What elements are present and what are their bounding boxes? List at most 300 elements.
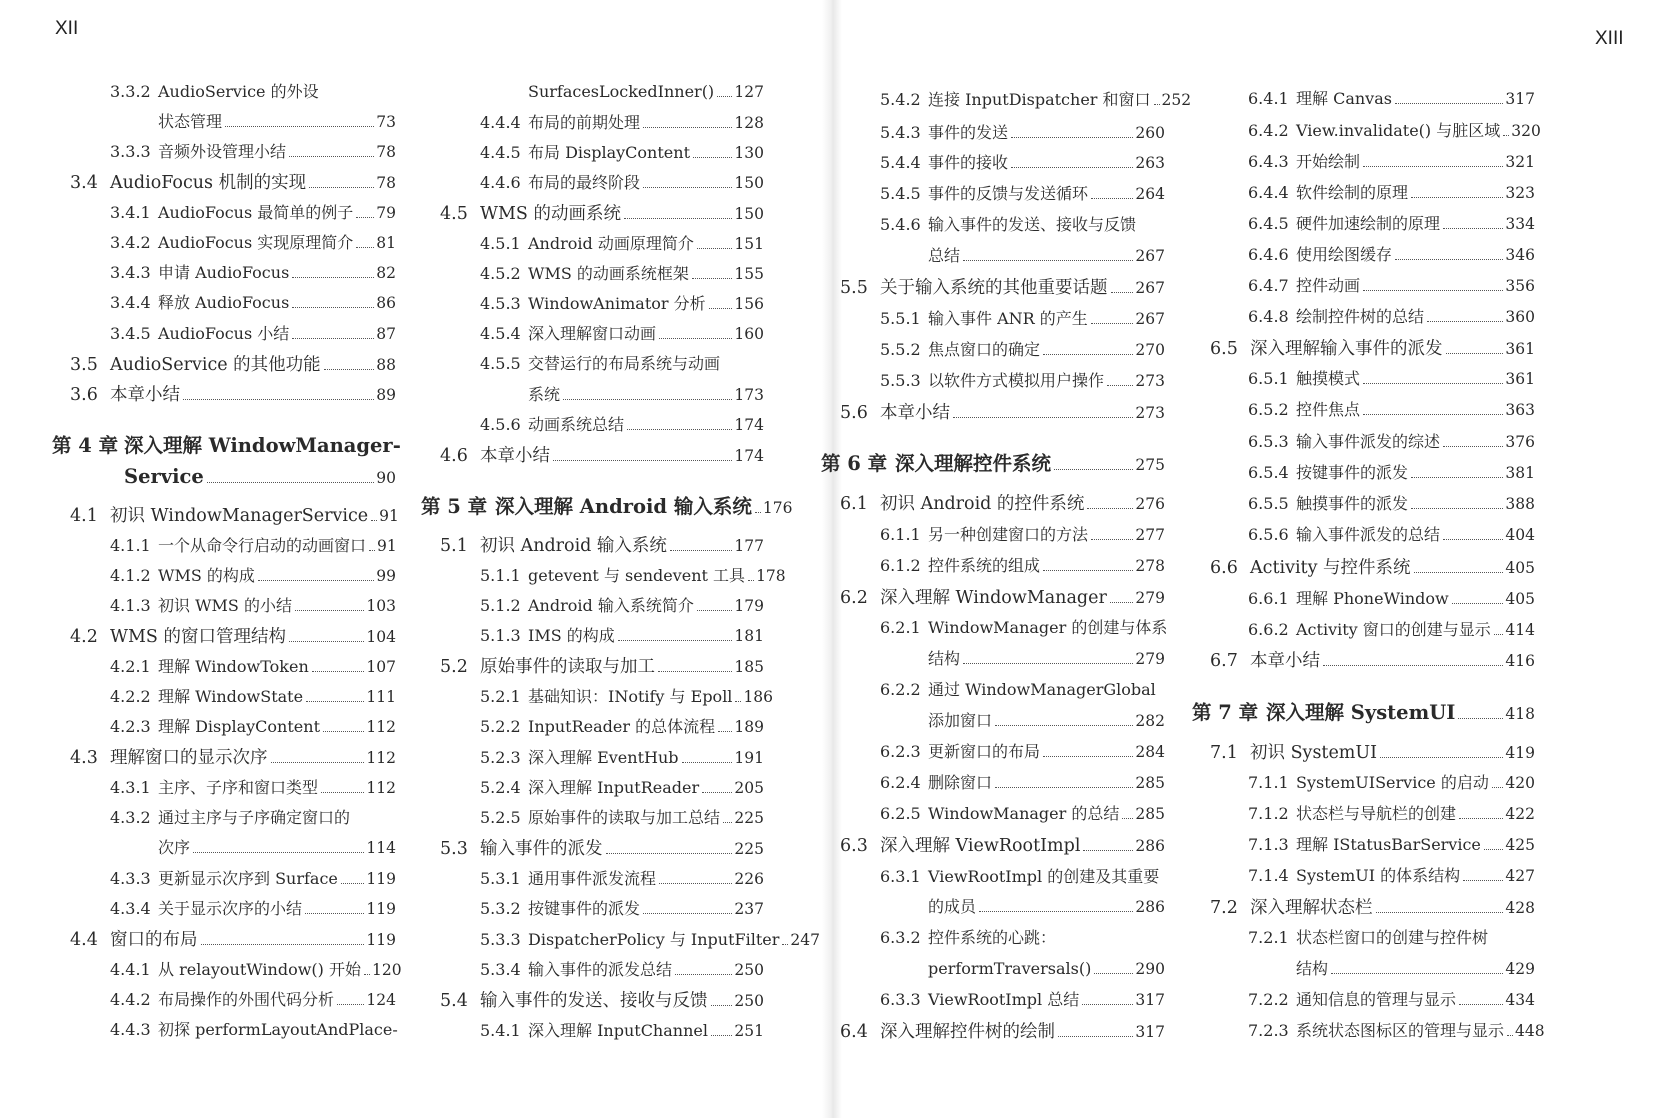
dot-leader bbox=[995, 787, 1133, 788]
toc-entry-title: 输入事件的派发总结 bbox=[528, 960, 673, 979]
toc-entry-page: 434 bbox=[1505, 991, 1535, 1009]
dot-leader bbox=[1043, 756, 1133, 757]
toc-entry-number: 4.1.1 bbox=[110, 536, 151, 555]
toc-entry-title: 布局 DisplayContent bbox=[528, 143, 690, 162]
toc-entry bbox=[110, 596, 396, 616]
toc-entry-title: 深入理解 InputChannel bbox=[528, 1021, 708, 1040]
toc-entry-page: 381 bbox=[1505, 464, 1535, 482]
dot-leader bbox=[697, 248, 733, 249]
toc-entry-page: 150 bbox=[734, 205, 764, 223]
toc-entry bbox=[440, 657, 764, 677]
dot-leader bbox=[963, 260, 1133, 261]
toc-entry-number: 5.5 bbox=[840, 278, 868, 298]
toc-entry-page: 120 bbox=[372, 961, 402, 979]
toc-entry bbox=[880, 867, 1165, 887]
toc-entry bbox=[1248, 804, 1535, 824]
toc-entry-number: 7.1 bbox=[1210, 743, 1238, 763]
toc-entry bbox=[110, 112, 396, 132]
dot-leader bbox=[1459, 1004, 1503, 1005]
toc-entry bbox=[1210, 898, 1535, 918]
toc-entry-page: 425 bbox=[1505, 836, 1535, 854]
toc-entry-title: IMS 的构成 bbox=[528, 626, 615, 645]
toc-entry-title: 更新显示次序到 Surface bbox=[158, 869, 338, 888]
toc-entry-title: 理解 IStatusBarService bbox=[1296, 835, 1481, 854]
toc-entry-title: WindowManager 的创建与体系 bbox=[928, 618, 1168, 637]
toc-entry-number: 5.4.6 bbox=[880, 215, 921, 234]
toc-entry-title: 初识 Android 输入系统 bbox=[480, 536, 667, 556]
toc-entry bbox=[480, 687, 774, 707]
toc-entry bbox=[480, 1021, 764, 1041]
toc-entry-title: 申请 AudioFocus bbox=[158, 263, 290, 282]
toc-entry bbox=[840, 278, 1165, 298]
toc-entry bbox=[880, 897, 1165, 917]
toc-entry bbox=[880, 184, 1165, 204]
toc-entry bbox=[1248, 494, 1535, 514]
toc-entry bbox=[1210, 558, 1535, 578]
toc-entry-title: 输入事件的发送、接收与反馈 bbox=[928, 215, 1137, 234]
dot-leader bbox=[258, 580, 374, 581]
toc-entry-number: 5.1.1 bbox=[480, 566, 521, 585]
toc-entry-page: 323 bbox=[1505, 184, 1535, 202]
toc-entry-number: 6.6.1 bbox=[1248, 589, 1289, 608]
toc-entry-number: 3.3.2 bbox=[110, 82, 151, 101]
toc-entry-title: 通过主序与子序确定窗口的 bbox=[158, 808, 351, 827]
toc-entry-title: 结构 bbox=[1296, 959, 1329, 978]
dot-leader bbox=[702, 792, 732, 793]
toc-entry bbox=[480, 748, 764, 768]
dot-leader bbox=[717, 96, 732, 97]
dot-leader bbox=[1484, 849, 1504, 850]
toc-entry-title: 开始绘制 bbox=[1296, 152, 1361, 171]
toc-entry-page: 176 bbox=[762, 499, 793, 517]
toc-entry-title: Android 动画原理简介 bbox=[528, 234, 694, 253]
dot-leader bbox=[364, 974, 370, 975]
toc-entry-title: Android 输入系统简介 bbox=[528, 596, 694, 615]
toc-entry-title: 一个从命令行启动的动画窗口 bbox=[158, 536, 367, 555]
toc-entry-number: 6.4.4 bbox=[1248, 183, 1289, 202]
dot-leader bbox=[718, 731, 732, 732]
toc-entry-page: 177 bbox=[734, 537, 764, 555]
toc-entry-page: 250 bbox=[734, 961, 764, 979]
toc-entry-page: 260 bbox=[1135, 124, 1165, 142]
toc-entry-title: 按键事件的派发 bbox=[1296, 463, 1409, 482]
toc-entry bbox=[1248, 928, 1535, 948]
dot-leader bbox=[324, 369, 375, 370]
toc-entry-title: 深入理解控件系统 bbox=[895, 452, 1052, 475]
toc-entry bbox=[480, 113, 764, 133]
toc-entry-number: 第 7 章 bbox=[1192, 701, 1259, 724]
toc-entry bbox=[880, 309, 1165, 329]
toc-entry-number: 4.5.3 bbox=[480, 294, 521, 313]
toc-entry bbox=[480, 960, 764, 980]
dot-leader bbox=[271, 762, 365, 763]
toc-entry-page: 99 bbox=[376, 567, 396, 585]
toc-entry bbox=[880, 804, 1165, 824]
toc-entry-number: 4.4.4 bbox=[480, 113, 521, 132]
toc-entry-page: 150 bbox=[734, 174, 764, 192]
toc-entry-title: 删除窗口 bbox=[928, 773, 993, 792]
dot-leader bbox=[201, 944, 365, 945]
toc-entry-number: 3.5 bbox=[70, 355, 98, 375]
toc-entry bbox=[880, 215, 1165, 235]
toc-entry-number: 5.2 bbox=[440, 657, 468, 677]
dot-leader bbox=[1452, 603, 1504, 604]
toc-entry-page: 427 bbox=[1505, 867, 1535, 885]
toc-entry-number: 5.4 bbox=[440, 991, 468, 1011]
dot-leader bbox=[207, 482, 374, 483]
toc-entry-page: 81 bbox=[376, 234, 396, 252]
toc-entry-page: 112 bbox=[366, 779, 396, 797]
dot-leader bbox=[963, 663, 1133, 664]
toc-entry bbox=[1210, 339, 1535, 359]
toc-entry-page: 237 bbox=[734, 900, 764, 918]
toc-entry-page: 321 bbox=[1505, 153, 1535, 171]
toc-entry-title: 深入理解 Android 输入系统 bbox=[495, 495, 752, 518]
dot-leader bbox=[323, 731, 364, 732]
toc-entry bbox=[880, 680, 1165, 700]
toc-entry-page: 317 bbox=[1135, 1023, 1165, 1041]
toc-entry-page: 252 bbox=[1161, 91, 1192, 109]
toc-entry-page: 130 bbox=[734, 144, 764, 162]
dot-leader bbox=[709, 308, 733, 309]
toc-entry-page: 179 bbox=[734, 597, 764, 615]
toc-entry-title: 从 relayoutWindow() 开始 bbox=[158, 960, 361, 979]
dot-leader bbox=[225, 126, 374, 127]
toc-entry bbox=[480, 354, 764, 374]
toc-entry bbox=[821, 454, 1165, 475]
toc-entry-number: 6.4.3 bbox=[1248, 152, 1289, 171]
toc-entry-number: 5.3 bbox=[440, 839, 468, 859]
toc-entry-title: 以软件方式模拟用户操作 bbox=[928, 371, 1105, 390]
toc-entry bbox=[110, 142, 396, 162]
dot-leader bbox=[292, 338, 374, 339]
dot-leader bbox=[1107, 385, 1133, 386]
toc-entry-title: 事件的接收 bbox=[928, 153, 1009, 172]
toc-entry bbox=[440, 839, 764, 859]
toc-entry bbox=[110, 324, 396, 344]
toc-entry-number: 7.2.2 bbox=[1248, 990, 1289, 1009]
dot-leader bbox=[292, 307, 374, 308]
toc-entry-number: 5.4.3 bbox=[880, 123, 921, 142]
toc-entry-number: 6.2.4 bbox=[880, 773, 921, 792]
dot-leader bbox=[979, 911, 1133, 912]
toc-entry-page: 284 bbox=[1135, 743, 1165, 761]
toc-entry-page: 404 bbox=[1505, 526, 1535, 544]
toc-entry-number: 5.3.2 bbox=[480, 899, 521, 918]
toc-entry bbox=[440, 446, 764, 466]
toc-entry-title: 添加窗口 bbox=[928, 711, 993, 730]
dot-leader bbox=[371, 520, 377, 521]
page-number-right: XIII bbox=[1595, 28, 1624, 49]
toc-entry-number: 5.5.2 bbox=[880, 340, 921, 359]
toc-entry-title: 布局操作的外围代码分析 bbox=[158, 990, 335, 1009]
dot-leader bbox=[723, 822, 732, 823]
dot-leader bbox=[1043, 354, 1133, 355]
toc-entry-page: 104 bbox=[366, 628, 396, 646]
toc-entry-page: 119 bbox=[366, 900, 396, 918]
dot-leader bbox=[1054, 469, 1133, 470]
toc-entry-number: 5.2.4 bbox=[480, 778, 521, 797]
dot-leader bbox=[1122, 818, 1133, 819]
toc-entry-number: 4.5.6 bbox=[480, 415, 521, 434]
toc-entry-title: WMS 的窗口管理结构 bbox=[110, 627, 286, 647]
toc-entry bbox=[1248, 959, 1535, 979]
toc-entry bbox=[480, 173, 764, 193]
toc-entry bbox=[1248, 589, 1535, 609]
toc-entry-number: 4.2 bbox=[70, 627, 98, 647]
toc-entry-title: 动画系统总结 bbox=[528, 415, 625, 434]
toc-entry-page: 356 bbox=[1505, 277, 1535, 295]
toc-entry-number: 6.4 bbox=[840, 1022, 868, 1042]
toc-entry-number: 4.2.2 bbox=[110, 687, 151, 706]
toc-entry bbox=[880, 928, 1165, 948]
toc-entry-page: 91 bbox=[379, 507, 399, 525]
toc-entry-title: getevent 与 sendevent 工具 bbox=[528, 566, 746, 585]
toc-entry-title: 按键事件的派发 bbox=[528, 899, 641, 918]
toc-entry-page: 88 bbox=[376, 356, 396, 374]
dot-leader bbox=[711, 1035, 732, 1036]
dot-leader bbox=[1011, 137, 1133, 138]
toc-entry-number: 6.1.1 bbox=[880, 525, 921, 544]
toc-entry-number: 4.1 bbox=[70, 506, 98, 526]
toc-entry-page: 78 bbox=[376, 143, 396, 161]
dot-leader bbox=[1323, 665, 1503, 666]
toc-entry bbox=[880, 525, 1165, 545]
toc-entry bbox=[840, 1022, 1165, 1042]
toc-entry-title: 软件绘制的原理 bbox=[1296, 183, 1409, 202]
toc-entry-title: 控件动画 bbox=[1296, 276, 1361, 295]
toc-entry-title: 初识 WMS 的小结 bbox=[158, 596, 292, 615]
toc-entry bbox=[1248, 307, 1535, 327]
toc-entry-page: 173 bbox=[734, 386, 764, 404]
dot-leader bbox=[563, 399, 732, 400]
toc-entry bbox=[110, 687, 396, 707]
toc-entry-title: 系统 bbox=[528, 385, 561, 404]
toc-entry-title: 结构 bbox=[928, 649, 961, 668]
toc-entry-number: 5.5.1 bbox=[880, 309, 921, 328]
toc-entry-number: 5.2.3 bbox=[480, 748, 521, 767]
dot-leader bbox=[618, 640, 733, 641]
toc-entry-page: 405 bbox=[1505, 590, 1535, 608]
dot-leader bbox=[193, 852, 364, 853]
toc-entry-title: 主序、子序和窗口类型 bbox=[158, 778, 319, 797]
toc-entry-title: 本章小结 bbox=[1250, 651, 1320, 671]
toc-entry bbox=[110, 203, 396, 223]
toc-entry bbox=[1248, 1021, 1545, 1041]
toc-entry-title: 硬件加速绘制的原理 bbox=[1296, 214, 1441, 233]
toc-entry-number: 5.4.1 bbox=[480, 1021, 521, 1040]
dot-leader bbox=[1443, 228, 1503, 229]
toc-entry bbox=[1248, 121, 1541, 141]
toc-entry bbox=[880, 649, 1165, 669]
toc-entry-page: 285 bbox=[1135, 774, 1165, 792]
toc-entry-page: 119 bbox=[366, 870, 396, 888]
toc-entry-title: 理解窗口的显示次序 bbox=[110, 748, 268, 768]
toc-entry bbox=[110, 536, 396, 556]
dot-leader bbox=[1091, 539, 1133, 540]
toc-entry-number: 5.4.4 bbox=[880, 153, 921, 172]
toc-entry-title: performTraversals() bbox=[928, 959, 1092, 978]
dot-leader bbox=[1331, 973, 1503, 974]
dot-leader bbox=[1058, 1036, 1133, 1037]
toc-entry-page: 86 bbox=[376, 294, 396, 312]
toc-entry-page: 91 bbox=[377, 537, 397, 555]
toc-entry-page: 119 bbox=[366, 931, 396, 949]
dot-leader bbox=[306, 701, 364, 702]
toc-entry-page: 226 bbox=[734, 870, 764, 888]
toc-entry-page: 278 bbox=[1135, 557, 1165, 575]
toc-entry-number: 5.2.1 bbox=[480, 687, 521, 706]
toc-entry-page: 160 bbox=[734, 325, 764, 343]
toc-entry-number: 6.1.2 bbox=[880, 556, 921, 575]
toc-entry-number: 第 6 章 bbox=[821, 452, 888, 475]
toc-entry-title: 通用事件派发流程 bbox=[528, 869, 657, 888]
toc-entry-number: 6.6 bbox=[1210, 558, 1238, 578]
toc-entry-number: 7.2.3 bbox=[1248, 1021, 1289, 1040]
toc-entry-number: 6.3.1 bbox=[880, 867, 921, 886]
dot-leader bbox=[658, 671, 732, 672]
toc-entry-title: 输入事件的发送、接收与反馈 bbox=[480, 991, 708, 1011]
toc-entry-number: 4.6 bbox=[440, 446, 468, 466]
toc-entry-title: 释放 AudioFocus bbox=[158, 293, 290, 312]
toc-entry bbox=[480, 82, 764, 102]
toc-entry bbox=[880, 742, 1165, 762]
toc-entry-title: 交替运行的布局系统与动画 bbox=[528, 354, 721, 373]
dot-leader bbox=[1110, 602, 1134, 603]
toc-entry-title: SystemUI 的体系结构 bbox=[1296, 866, 1461, 885]
toc-entry-title: 窗口的布局 bbox=[110, 930, 198, 950]
dot-leader bbox=[1458, 718, 1503, 719]
toc-entry-page: 275 bbox=[1135, 456, 1165, 474]
toc-entry-number: 3.4.3 bbox=[110, 263, 151, 282]
toc-entry-number: 6.3 bbox=[840, 836, 868, 856]
toc-entry-page: 346 bbox=[1505, 246, 1535, 264]
toc-entry-page: 124 bbox=[366, 991, 396, 1009]
toc-entry-title: ViewRootImpl 的创建及其重要 bbox=[928, 867, 1160, 886]
toc-entry-page: 360 bbox=[1505, 308, 1535, 326]
toc-entry-page: 361 bbox=[1505, 340, 1535, 358]
toc-entry-page: 185 bbox=[734, 658, 764, 676]
toc-entry bbox=[840, 403, 1165, 423]
toc-entry-title: 状态栏窗口的创建与控件树 bbox=[1296, 928, 1489, 947]
dot-leader bbox=[1380, 757, 1503, 758]
toc-entry-number: 3.4.4 bbox=[110, 293, 151, 312]
toc-entry-title: AudioFocus 小结 bbox=[158, 324, 290, 343]
toc-entry-page: 448 bbox=[1515, 1022, 1545, 1040]
toc-entry bbox=[480, 869, 764, 889]
toc-entry bbox=[440, 991, 764, 1011]
toc-entry-page: 320 bbox=[1511, 122, 1541, 140]
toc-entry-title: 理解 DisplayContent bbox=[158, 717, 320, 736]
toc-entry-title: 控件焦点 bbox=[1296, 400, 1361, 419]
toc-entry bbox=[880, 618, 1168, 638]
toc-entry-title: SurfacesLockedInner() bbox=[528, 82, 715, 101]
dot-leader bbox=[183, 399, 374, 400]
toc-entry-number: 5.1 bbox=[440, 536, 468, 556]
toc-entry-page: 247 bbox=[790, 931, 820, 949]
toc-entry-number: 4.5 bbox=[440, 204, 468, 224]
toc-entry-number: 6.4.8 bbox=[1248, 307, 1289, 326]
toc-entry bbox=[480, 778, 764, 798]
toc-entry-number: 6.4.7 bbox=[1248, 276, 1289, 295]
dot-leader bbox=[643, 913, 732, 914]
toc-entry-page: 107 bbox=[366, 658, 396, 676]
toc-entry-number: 4.4.5 bbox=[480, 143, 521, 162]
toc-entry-title: 系统状态图标区的管理与显示 bbox=[1296, 1021, 1505, 1040]
toc-entry-page: 151 bbox=[734, 235, 764, 253]
toc-entry bbox=[70, 748, 396, 768]
toc-entry-title: 状态管理 bbox=[158, 112, 223, 131]
toc-entry-title: 初识 Android 的控件系统 bbox=[880, 494, 1085, 514]
toc-entry-number: 6.6.2 bbox=[1248, 620, 1289, 639]
dot-leader bbox=[1043, 570, 1133, 571]
dot-leader bbox=[1411, 197, 1503, 198]
toc-entry bbox=[110, 657, 396, 677]
toc-entry-title: 总结 bbox=[928, 246, 961, 265]
toc-entry bbox=[1248, 620, 1535, 640]
toc-entry bbox=[880, 340, 1165, 360]
dot-leader bbox=[356, 247, 374, 248]
toc-entry-number: 7.1.1 bbox=[1248, 773, 1289, 792]
toc-entry bbox=[480, 324, 764, 344]
dot-leader bbox=[1395, 103, 1503, 104]
toc-entry-number: 3.6 bbox=[70, 385, 98, 405]
toc-entry-number: 6.5.2 bbox=[1248, 400, 1289, 419]
toc-entry bbox=[1248, 773, 1535, 793]
toc-entry-title: 深入理解 ViewRootImpl bbox=[880, 836, 1081, 856]
toc-entry bbox=[480, 808, 764, 828]
toc-entry-number: 6.4.5 bbox=[1248, 214, 1289, 233]
toc-entry bbox=[70, 627, 396, 647]
toc-entry bbox=[110, 778, 396, 798]
toc-entry-title: 关于输入系统的其他重要话题 bbox=[880, 278, 1108, 298]
toc-entry-page: 111 bbox=[366, 688, 396, 706]
toc-entry-page: 174 bbox=[734, 447, 764, 465]
dot-leader bbox=[606, 853, 733, 854]
toc-entry-page: 78 bbox=[376, 174, 396, 192]
dot-leader bbox=[1091, 323, 1134, 324]
toc-entry-page: 285 bbox=[1135, 805, 1165, 823]
toc-entry-page: 225 bbox=[734, 809, 764, 827]
toc-entry-number: 6.4.2 bbox=[1248, 121, 1289, 140]
toc-entry bbox=[480, 717, 764, 737]
toc-entry-title: AudioService 的其他功能 bbox=[110, 355, 321, 375]
dot-leader bbox=[1443, 446, 1503, 447]
toc-entry bbox=[110, 838, 396, 858]
toc-entry-number: 6.5.4 bbox=[1248, 463, 1289, 482]
toc-entry-title: 控件系统的心跳： bbox=[928, 928, 1057, 947]
toc-entry-title: 事件的发送 bbox=[928, 123, 1009, 142]
toc-entry-number: 第 5 章 bbox=[421, 495, 488, 518]
toc-entry-title: 输入事件派发的总结 bbox=[1296, 525, 1441, 544]
dot-leader bbox=[289, 641, 364, 642]
toc-entry bbox=[880, 959, 1165, 979]
toc-entry-title: 连接 InputDispatcher 和窗口 bbox=[928, 90, 1151, 109]
dot-leader bbox=[1446, 353, 1504, 354]
dot-leader bbox=[782, 944, 788, 945]
toc-entry-number: 5.2.5 bbox=[480, 808, 521, 827]
toc-entry-number: 6.4.1 bbox=[1248, 89, 1289, 108]
toc-entry-page: 405 bbox=[1505, 559, 1535, 577]
toc-entry bbox=[1248, 245, 1535, 265]
toc-entry-title: WindowManager 的总结 bbox=[928, 804, 1120, 823]
toc-entry-title: Activity 窗口的创建与显示 bbox=[1296, 620, 1491, 639]
toc-entry-page: 205 bbox=[734, 779, 764, 797]
toc-entry-title: 事件的反馈与发送循环 bbox=[928, 184, 1089, 203]
toc-entry bbox=[480, 385, 764, 405]
toc-entry-number: 3.4 bbox=[70, 173, 98, 193]
toc-entry-title: 深入理解 WindowManager bbox=[880, 588, 1107, 608]
